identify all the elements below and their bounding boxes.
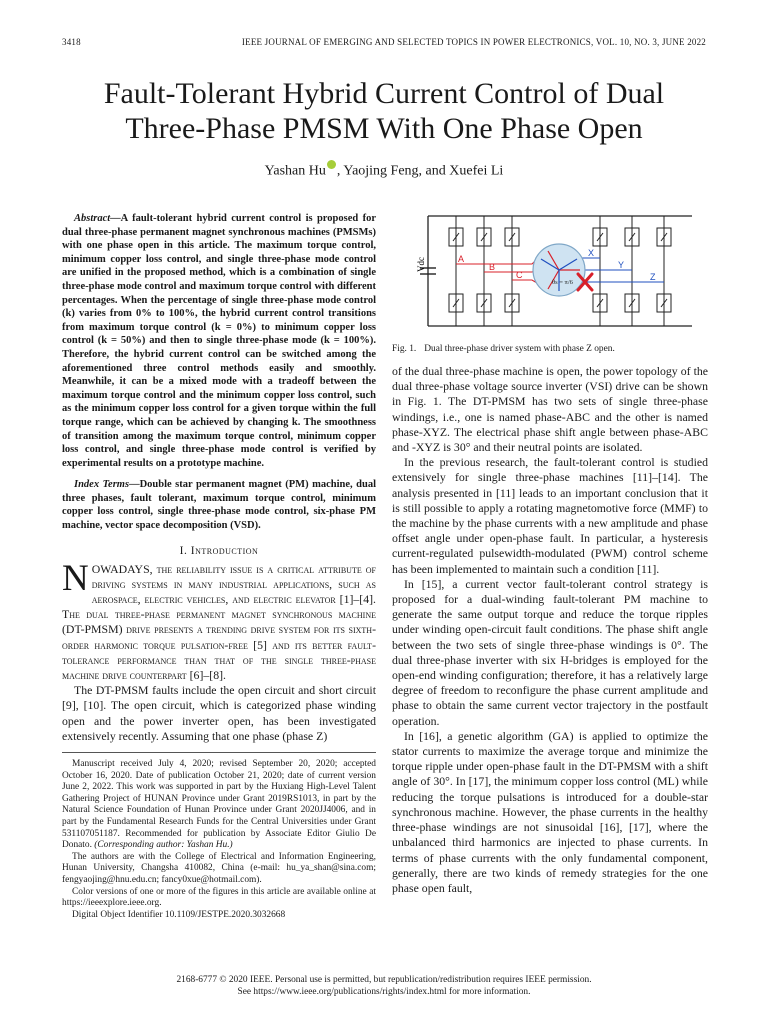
orcid-icon[interactable] bbox=[327, 160, 336, 169]
figure-1-caption-text: Dual three-phase driver system with phase Z open. bbox=[424, 344, 615, 354]
index-terms bbox=[62, 478, 376, 532]
copyright-line-1: 2168-6777 © 2020 IEEE. Personal use is permitted, but republication/redistribution requires IEEE permission. bbox=[176, 975, 592, 985]
section-heading-introduction: I. Introduction bbox=[179, 544, 259, 557]
left-column bbox=[62, 212, 376, 921]
inverter-xyz bbox=[593, 216, 671, 326]
footnote-manuscript-text: Manuscript received July 4, 2020; revised September 20, 2020; accepted October 16, 2020. Date of publication October 21, 2020; date of current version June 2, 2022. This work was supported in part by the Huxiang High-Level Talent Gathering Project of HUNAN Province under Grant 2019RS1013, in part by the Natural Science Foundation of Hunan Province under Grant 2020JJ4006, and in part by the Fundamental Research Funds for the Central Universities under Grant 531107051187. Recommended for publication by Associate Editor Giulio De Donato. bbox=[62, 759, 376, 851]
abstract-dash: — bbox=[110, 213, 121, 224]
abstract bbox=[62, 212, 376, 470]
footnote-color: Color versions of one or more of the figures in this article are available online at https://ieeexplore.ieee.org. bbox=[62, 886, 376, 909]
phase-z-label: Z bbox=[650, 272, 656, 282]
figure-1-diagram bbox=[392, 206, 708, 338]
title-line-2: Three-Phase PMSM With One Phase Open bbox=[125, 112, 643, 145]
author-rest: , Yaojing Feng, and Xuefei Li bbox=[336, 163, 504, 179]
intro-paragraph-1 bbox=[62, 557, 376, 684]
copyright-line-2: See https://www.ieee.org/publications/rights/index.html for more information. bbox=[237, 987, 531, 997]
phase-abc-lines bbox=[456, 254, 544, 286]
footnote-corresponding: (Corresponding author: Yashan Hu.) bbox=[94, 840, 233, 851]
phase-y-label: Y bbox=[618, 260, 625, 270]
figure-1-label: Fig. 1. bbox=[392, 344, 417, 354]
right-paragraph-2: In the previous research, the fault-tolerant control is studied extensively for single three-phase machines [11]–[14]. The analysis presented in [11] leads to an important conclusion that it is still possible to apply a rotating magnetomotive force (MMF) to the machine by the phase currents with a new amplitude and phase offset angle under open-phase fault. In particular, a hysteresis current-regulated pulsewidth-modulated (PWM) control scheme has been implemented to maintain such a condition [11]. bbox=[392, 455, 708, 576]
right-column bbox=[392, 206, 708, 896]
footnote-manuscript bbox=[62, 759, 376, 852]
right-paragraph-3: In [15], a current vector fault-tolerant control strategy is proposed for a dual-winding fault-tolerant PM machine to generate the same output torque and reduce the torque ripples under winding open-circuit fault conditions. The phase shift angle between the two sets of single three-phase windings is 0°. The dual three-phase inverter with six H-bridges is employed for the open-end winding configuration; therefore, it has a relatively large degree of freedom to reconfigure the phase current amplitude and phase to obtain the same current vector trajectory in the postfault operation. bbox=[392, 576, 708, 728]
footnote-divider bbox=[62, 752, 376, 753]
page-number: 3418 bbox=[62, 37, 81, 47]
right-paragraph-1: of the dual three-phase machine is open, the power topology of the dual three-phase voltage source inverter (VSI) drive can be shown in Fig. 1. The DT-PMSM has two sets of single three-phase windings, i.e., one is named phase-ABC and the other is named phase-XYZ. The electrical phase shift angle between phase-ABC and -XYZ is 30° and their neutral points are isolated. bbox=[392, 364, 708, 455]
footnote-affiliation: The authors are with the College of Electrical and Information Engineering, Hunan University, Changsha 410082, China (e-mail: hu_ya_shan@sina.com; fengyaojing@hnu.edu.cn; fancy0xue@hotmail.com). bbox=[62, 851, 376, 886]
figure-1-caption bbox=[392, 344, 708, 354]
abstract-text: A fault-tolerant hybrid current control is proposed for dual three-phase permanent magnet synchronous machines (PMSMs) with one phase open in this article. The maximum torque control, minimum copper loss control, and single three-phase mode control are unified in the proposed method, which is a combination of single three-phase mode control and maximum torque control with different percentages. When the percentage of single three-phase mode control (k) varies from 0% to 100%, the hybrid current control transitions from maximum torque control (k = 0%) to minimum copper loss control (k = 50%) and then to single three-phase mode (k = 100%). Therefore, the hybrid current control can be switched among the aforementioned three control methods easily and smoothly. Meanwhile, it can be a mixed mode with a tradeoff between the maximum torque control and the minimum copper loss control, such as the minimum copper loss control for a given torque within the full torque range, which can be achieved by changing k. The smoothness of transition among the maximum torque control, minimum copper loss control, and single three-phase mode control is verified by experimental results on a prototype machine. bbox=[62, 213, 376, 469]
index-terms-text: Double star permanent magnet (PM) machine, dual three phases, fault tolerant, maximum torque control, minimum copper loss control, single three-phase mode control, six-phase PM machine, vector space decomposition (VSD). bbox=[62, 479, 376, 532]
phase-c-label: C bbox=[516, 270, 523, 280]
phase-x-label: X bbox=[588, 248, 595, 258]
inverter-abc bbox=[449, 216, 519, 326]
index-terms-dash: — bbox=[129, 479, 140, 491]
copyright-notice bbox=[0, 974, 768, 998]
author-list bbox=[0, 160, 768, 180]
journal-name: IEEE JOURNAL OF EMERGING AND SELECTED TOPICS IN POWER ELECTRONICS, VOL. 10, NO. 3, JUNE 2022 bbox=[241, 37, 706, 47]
right-paragraph-4: In [16], a genetic algorithm (GA) is applied to optimize the stator currents to maximize the average torque and minimize the torque ripple under open-phase fault in the DT-PMSM with a shift angle of 30°. In [17], the minimum copper loss control (ML) while reducing the torque pulsations is introduced for a double-star synchronous machine. However, the phase currents in the healthy three-phase windings are not sinusoidal [16], [17], where the unbalanced third harmonics are injected to phase currents. In terms of phase currents with the only fundamental component, generally, there are two kinds of remedy strategies for the one phase open fault, bbox=[392, 728, 708, 895]
shift-angle-label: θs = π/6 bbox=[552, 279, 573, 286]
author-first: Yashan Hu bbox=[264, 163, 326, 179]
intro-p1-text: OWADAYS, the reliability issue is a critical attribute of driving systems in many industrial applications, such as aerospace, electric vehicles, and electric elevator [1]–[4]. The dual three-phase permanent magnet synchronous machine (DT-PMSM) drive presents a trending drive system for its sixth-order harmonic torque pulsation-free [5] and its better fault-tolerance performance than that of the single three-phase machine drive counterpart [6]–[8]. bbox=[62, 561, 376, 683]
figure-1 bbox=[392, 206, 708, 338]
phase-b-label: B bbox=[489, 262, 496, 272]
dc-voltage-label: Vdc bbox=[416, 257, 426, 272]
index-terms-lead: Index Terms bbox=[74, 479, 130, 491]
abstract-lead: Abstract bbox=[74, 213, 111, 224]
title-line-1: Fault-Tolerant Hybrid Current Control of Dual bbox=[103, 77, 665, 110]
footnote-doi: Digital Object Identifier 10.1109/JESTPE.2020.3032668 bbox=[72, 909, 286, 920]
drop-cap: N bbox=[62, 557, 89, 599]
paper-title bbox=[40, 76, 728, 146]
intro-paragraph-2: The DT-PMSM faults include the open circuit and short circuit [9], [10]. The open circuit, which is categorized phase winding open and the power inverter open, has been investigated extensively recently. Assuming that one phase (phase Z) bbox=[62, 683, 376, 743]
phase-a-label: A bbox=[458, 254, 465, 264]
